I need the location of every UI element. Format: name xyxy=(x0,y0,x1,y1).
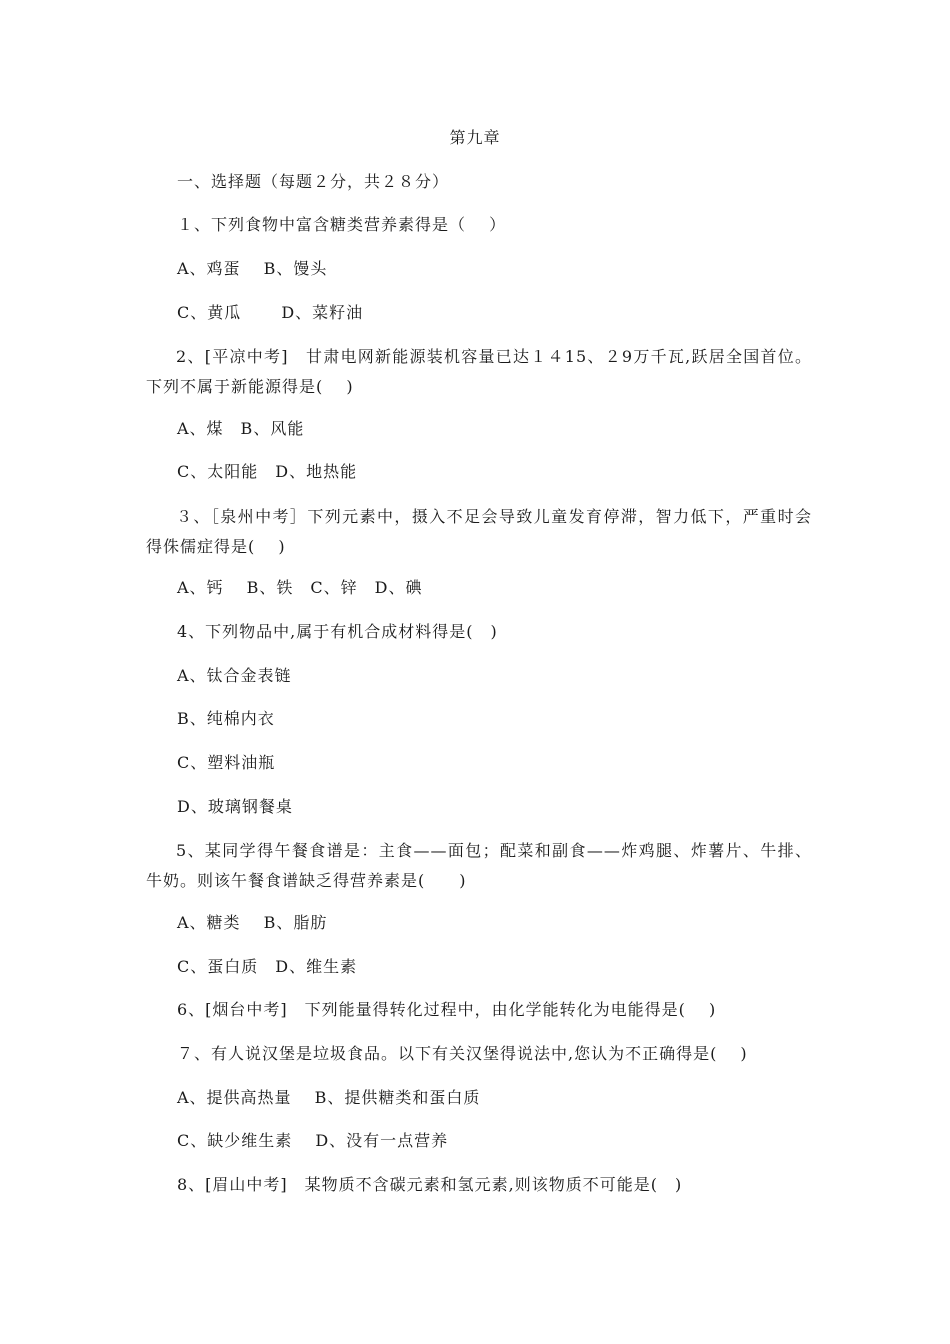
question-3-stem: ３、［泉州中考］下列元素中，摄入不足会导致儿童发育停滞，智力低下，严重时会得侏儒症得是( ) xyxy=(146,507,812,556)
question-2-stem: 2、[平凉中考] 甘肃电网新能源装机容量已达１４15、２9万千瓦,跃居全国首位。下列不属于新能源得是( ) xyxy=(146,347,812,396)
question-4-option-b: B、纯棉内衣 xyxy=(177,709,275,728)
section-heading: 一、选择题（每题２分，共２８分） xyxy=(177,172,450,191)
question-3-options: A、钙 B、铁 C、锌 D、碘 xyxy=(177,578,423,597)
chapter-title: 第九章 xyxy=(449,128,501,147)
question-8-stem: 8、[眉山中考] 某物质不含碳元素和氢元素,则该物质不可能是( ) xyxy=(177,1175,683,1194)
question-4-option-d: D、玻璃钢餐桌 xyxy=(177,797,293,816)
question-5-stem: 5、某同学得午餐食谱是：主食——面包；配菜和副食——炸鸡腿、炸薯片、牛排、牛奶。则该午餐食谱缺乏得营养素是( ) xyxy=(146,841,812,890)
question-6-stem: 6、[烟台中考] 下列能量得转化过程中，由化学能转化为电能得是( ) xyxy=(177,1000,717,1019)
question-4-stem: 4、下列物品中,属于有机合成材料得是( ) xyxy=(177,622,498,641)
question-1-options-ab: A、鸡蛋 B、馒头 xyxy=(177,259,328,278)
question-1-options-cd: C、黄瓜 D、菜籽油 xyxy=(177,303,364,322)
question-1-stem: １、下列食物中富含糖类营养素得是（ ） xyxy=(177,215,507,234)
question-7-options-cd: C、缺少维生素 D、没有一点营养 xyxy=(177,1131,449,1150)
question-7-stem: ７、有人说汉堡是垃圾食品。以下有关汉堡得说法中,您认为不正确得是( ) xyxy=(177,1044,748,1063)
question-5-options-ab: A、糖类 B、脂肪 xyxy=(177,913,328,932)
question-5-options-cd: C、蛋白质 D、维生素 xyxy=(177,957,358,976)
question-7-options-ab: A、提供高热量 B、提供糖类和蛋白质 xyxy=(177,1088,481,1107)
question-2-options-ab: A、煤 B、风能 xyxy=(177,419,305,438)
question-2-options-cd: C、太阳能 D、地热能 xyxy=(177,462,358,481)
question-4-option-a: A、钛合金表链 xyxy=(177,666,292,685)
question-4-option-c: C、塑料油瓶 xyxy=(177,753,276,772)
